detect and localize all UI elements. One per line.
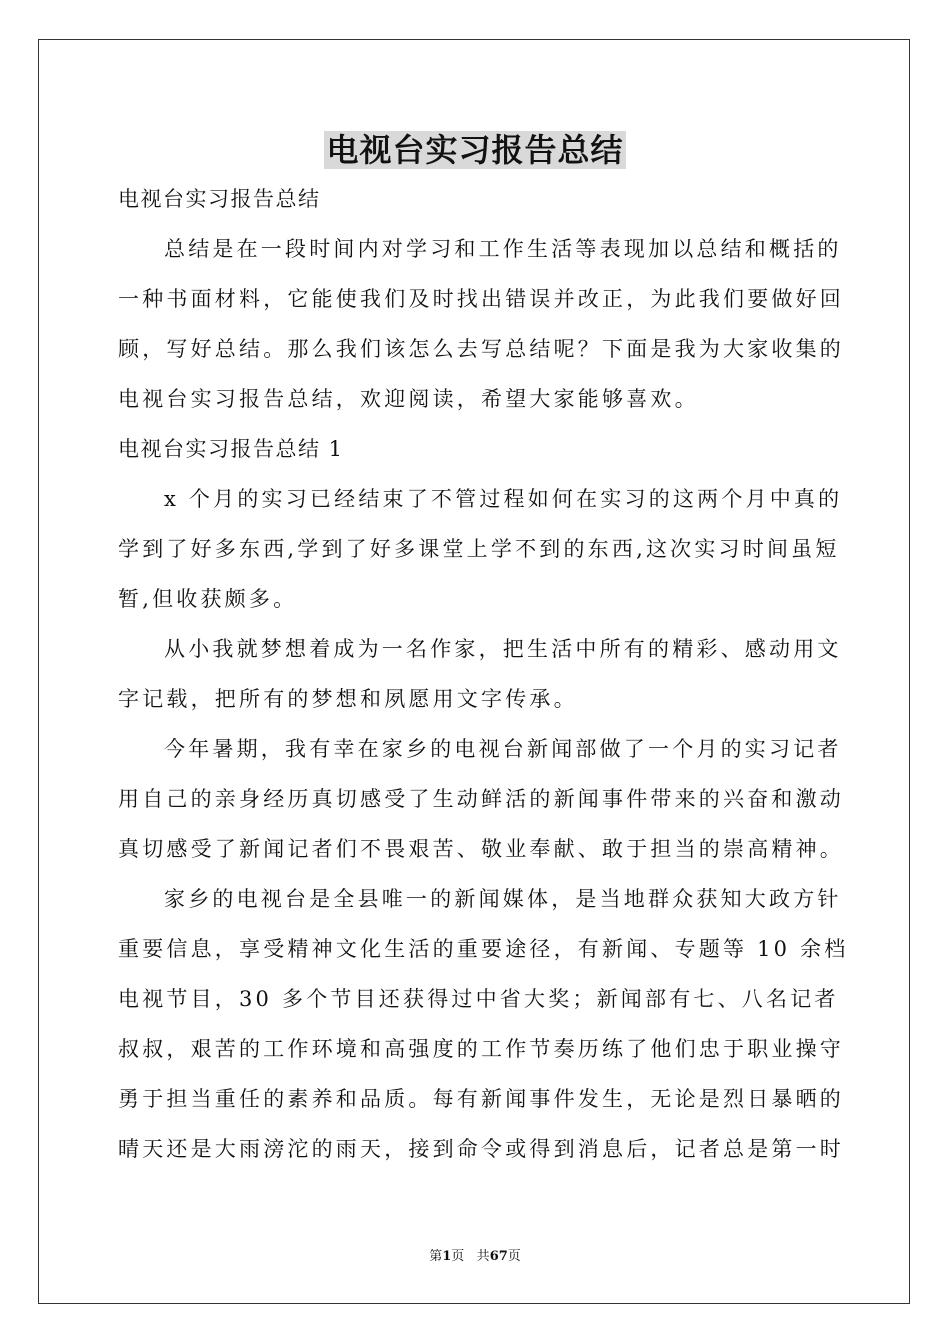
document-title-text: 电视台实习报告总结 (326, 131, 624, 169)
paragraph-line: 顾，写好总结。那么我们该怎么去写总结呢？下面是我为大家收集的 (118, 337, 844, 361)
paragraph-line: 今年暑期，我有幸在家乡的电视台新闻部做了一个月的实习记者 (164, 737, 842, 761)
total-pages: 67 (489, 1249, 508, 1264)
paragraph-line: 叔叔，艰苦的工作环境和高强度的工作节奏历练了他们忠于职业操守 (118, 1037, 844, 1061)
paragraph-line: 暂,但收获颇多。 (118, 587, 298, 611)
page-prefix: 第 (429, 1249, 443, 1264)
page-border (38, 39, 910, 1304)
paragraph-line: 字记载，把所有的梦想和夙愿用文字传承。 (118, 687, 578, 711)
paragraph-line: 总结是在一段时间内对学习和工作生活等表现加以总结和概括的 (164, 237, 842, 261)
page-footer (0, 1248, 950, 1266)
paragraph-line: 学到了好多东西,学到了好多课堂上学不到的东西,这次实习时间虽短 (118, 537, 840, 561)
paragraph-line: x 个月的实习已经结束了不管过程如何在实习的这两个月中真的 (164, 487, 843, 511)
paragraph-line: 用自己的亲身经历真切感受了生动鲜活的新闻事件带来的兴奋和激动 (118, 787, 844, 811)
page-suffix: 页 (451, 1249, 465, 1264)
section-heading: 电视台实习报告总结 1 (118, 437, 344, 461)
paragraph-line: 电视台实习报告总结，欢迎阅读，希望大家能够喜欢。 (118, 387, 699, 411)
subtitle-line: 电视台实习报告总结 (118, 187, 321, 211)
paragraph-line: 勇于担当重任的素养和品质。每有新闻事件发生，无论是烈日暴晒的 (118, 1087, 844, 1111)
total-prefix: 共 (476, 1249, 490, 1264)
total-suffix: 页 (507, 1249, 521, 1264)
document-title (0, 126, 950, 174)
paragraph-line: 真切感受了新闻记者们不畏艰苦、敬业奉献、敢于担当的崇高精神。 (118, 837, 844, 861)
page-number: 1 (442, 1249, 452, 1264)
paragraph-line: 重要信息，享受精神文化生活的重要途径，有新闻、专题等 10 余档 (118, 937, 849, 961)
paragraph-line: 晴天还是大雨滂沱的雨天，接到命令或得到消息后，记者总是第一时 (118, 1137, 844, 1161)
paragraph-line: 家乡的电视台是全县唯一的新闻媒体，是当地群众获知大政方针 (164, 887, 842, 911)
paragraph-line: 电视节目，30 多个节目还获得过中省大奖；新闻部有七、八名记者 (118, 987, 839, 1011)
paragraph-line: 从小我就梦想着成为一名作家，把生活中所有的精彩、感动用文 (164, 637, 842, 661)
paragraph-line: 一种书面材料，它能使我们及时找出错误并改正，为此我们要做好回 (118, 287, 844, 311)
